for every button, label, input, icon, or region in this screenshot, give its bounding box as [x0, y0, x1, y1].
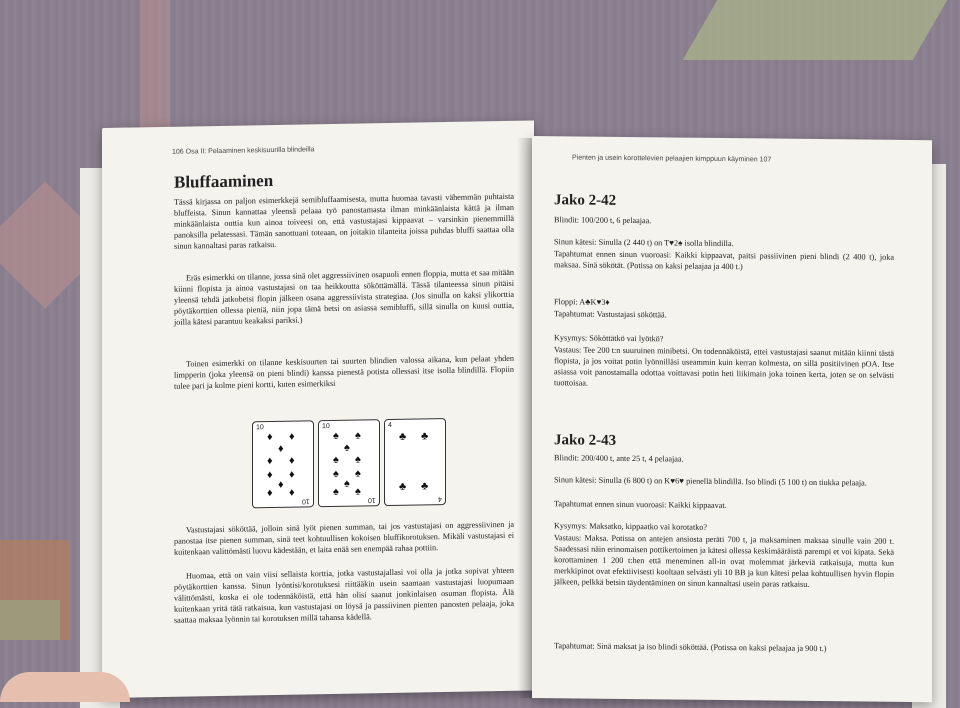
diamond-icon: ♦: [289, 468, 295, 481]
paragraph-5: Huomaa, että on vain viisi sellaista korttia, jotka vastustajallasi voi olla ja jotka sopivat yhteen pöytäkorttien kanssa. Sinun lyöntisi/korotuksesi riittääkin usein saamaan vastustajasi luopumaan välittömästi, koska ei ole todennäköistä, että hän olisi saanut jonkinlaisen osuman flopista. Älä kuitenkaan yritä tätä ratkaisua, kun vastustajasi on löysä ja passiivinen pienten panosten pelaaja, joka saattaa maksaa lyönnin tai korotuksen millä tahansa kädellä.: [174, 565, 514, 625]
hand-1-title: Jako 2-42: [554, 192, 617, 209]
spade-icon: ♠: [355, 453, 361, 466]
diamond-icon: ♦: [289, 486, 295, 499]
hand-1-flop: Floppi: A♣K♥3♦: [554, 297, 610, 307]
paragraph-1: Tässä kirjassa on paljon esimerkkejä semibluffaamisesta, mutta huomaa tavasti vähemmän puhtaista bluffeista. Sinun kannattaa yleensä pelaaa työ panostamasta ilman minkäänlaista kättä ja ilman minkäänlaista outtia kun ainoa toiveesi on, että vastustajasi kippaavat – varsinkin pienemmillä panoksilla pelatessasi. Tämän sanottuani toteaan, on joitakin tilanteita joissa puhdas bluffi saattaa olla sinun kannaltasi paras ratkaisu.: [174, 191, 514, 251]
hand-1-flop-action: Tapahtumat: Vastustajasi sököttää.: [554, 309, 667, 320]
open-book: [62, 128, 922, 708]
hand-2-answer: Vastaus: Maksa. Potissa on antejen ansiosta peräti 700 t, ja maksaminen maksaa sinulle vain 200 t. Saadessasi näin erinomaisen pottikertoimen ja kätesi ollessa keskimääräistä parempi et voi kipata. Sekä korottaminen 1 200 t:hen että meneminen all-in ovat molemmat järkeviä ratkaisuja, mutta kun merkkipinot ovat efektiivisesti kooltaan selvästi yli 10 BB ja kun kätesi pelaa kohtuullisen hyvin flopin jälkeen, pelkkä betsin täydentäminen on sinun kannaltasi usein paras ratkaisu.: [554, 533, 894, 589]
hand-1-question: Kysymys: Sököttätkö vai lyötkö?: [554, 333, 664, 344]
card-rank: 4: [388, 421, 392, 430]
club-icon: ♣: [399, 430, 407, 443]
club-icon: ♣: [399, 480, 407, 493]
spade-icon: ♠: [333, 429, 339, 442]
thumb-holding-book: [0, 672, 130, 702]
hand-1-answer: Vastaus: Tee 200 t:n suuruinen minibetsi. On todennäköistä, ettei vastustajasi saanut mitään kiinni tästä flopista, ja jos voitat potin lyönnilläsi useammin kuin kerran kolmesta, on sillä positiivinen pOA. Itse asiassa voit panostamalla odottaa voittavasi potin heti liikimain joka toinen kerta, joten se on selvästi tuottoisaa.: [554, 345, 894, 388]
diamond-icon: ♦: [267, 469, 273, 482]
left-page: [102, 120, 534, 698]
rug-green-motif: [683, 0, 948, 60]
club-icon: ♣: [421, 430, 429, 443]
spade-icon: ♠: [355, 429, 361, 442]
hand-2-result: Tapahtumat: Sinä maksat ja iso blindi sököttää. (Potissa on kaksi pelaajaa ja 900 t.): [554, 641, 827, 654]
spade-icon: ♠: [333, 453, 339, 466]
card-ten-spades: [318, 419, 380, 507]
hand-2-blinds: Blindit: 200/400 t, ante 25 t, 4 pelaajaa.: [554, 453, 684, 464]
hand-2-your-hand: Sinun kätesi: Sinulla (6 800 t) on K♥6♥ pienellä blindillä. Iso blindi (5 100 t) on tiukka pelaaja.: [554, 475, 867, 488]
right-page: [532, 136, 932, 702]
spade-icon: ♠: [333, 467, 339, 480]
rug-stripe: [140, 0, 170, 140]
hand-2-title: Jako 2-43: [554, 432, 617, 449]
paragraph-3: Toinen esimerkki on tilanne keskisuurten tai suurten blindien valossa aikana, kun pelaat yhden limpperin (joka yleensä on pieni blindi) kanssa pienestä potista ollessasi itse isolla blindillä. Flopiin tulee pari ja kolme pieni kortti, kuten esimerkiksi: [174, 353, 514, 391]
paragraph-2: Eräs esimerkki on tilanne, jossa sinä olet aggressiivinen osapuoli ennen floppia, mutta et saa mitään kiinni flopista ja ainoa vastustajasi on taa heikkoutta sököttämällä. Tässä tilanteessa sinun pitäisi yleensä tehdä jatkobetsi flopin jälkeen osana aggressiivista strategiaa. (Jos sinulla on kaksi ylikorttia pöytäkorttien ollessa pieniä, niin jopa tämä betsi on asiassa semibluffi, sillä sinulla on kuusi outtia, joilla kätesi parantuu keakaksi pariksi.): [174, 267, 514, 327]
diamond-icon: ♦: [278, 478, 284, 491]
club-icon: ♣: [421, 480, 429, 493]
spade-icon: ♠: [355, 467, 361, 480]
card-ten-diamonds: [252, 420, 314, 508]
rug-green-stripe: [0, 600, 60, 640]
section-heading: Bluffaaminen: [174, 171, 274, 192]
hand-1-blinds: Blindit: 100/200 t, 6 pelaajaa.: [554, 215, 652, 226]
hand-2-question: Kysymys: Maksatko, kippaatko vai korotatko?: [554, 521, 708, 532]
hand-1-action: Tapahtumat ennen sinun vuoroasi: Kaikki kippaavat, paitsi passiivinen pieni blindi (2 400 t), joka maksaa. Sinä sökötät. (Potissa on kaksi pelaajaa ja 400 t.): [554, 249, 894, 272]
diamond-icon: ♦: [289, 454, 295, 467]
diamond-icon: ♦: [278, 442, 284, 455]
spade-icon: ♠: [355, 485, 361, 498]
card-four-clubs: [384, 418, 446, 506]
card-rank: 4: [438, 495, 442, 503]
spade-icon: ♠: [333, 485, 339, 498]
card-rank: 10: [256, 424, 264, 432]
card-rank: 10: [322, 423, 330, 431]
spade-icon: ♠: [344, 441, 350, 454]
hand-2-action: Tapahtumat ennen sinun vuoroasi: Kaikki kippaavat.: [554, 499, 727, 511]
paragraph-4: Vastustajasi sököttää, jolloin sinä lyöt pienen summan, tai jos vastustajasi on aggressiivinen ja panostaa itse pienen summan, sinä teet kohtuullisen kokoisen bluffikorotuksen. Mikäli vastustajasi ei kuitenkaan valittömästi luovu kädestään, et laita enää sen enempää rahaa pottiin.: [174, 519, 514, 557]
spade-icon: ♠: [344, 477, 350, 490]
diamond-icon: ♦: [267, 431, 273, 444]
diamond-icon: ♦: [267, 487, 273, 500]
card-rank: 10: [302, 497, 310, 505]
diamond-icon: ♦: [289, 430, 295, 443]
diamond-icon: ♦: [267, 455, 273, 468]
hand-1-your-hand: Sinun kätesi: Sinulla (2 440 t) on T♥2♠ isolla blindilla.: [554, 237, 734, 249]
card-rank: 10: [368, 496, 376, 504]
left-running-head: 106 Osa II: Pelaaminen keskisuurilla blindeilla: [172, 146, 315, 156]
right-running-head: Pienten ja usein korottelevien pelaajien kimppuun käyminen 107: [572, 154, 772, 164]
